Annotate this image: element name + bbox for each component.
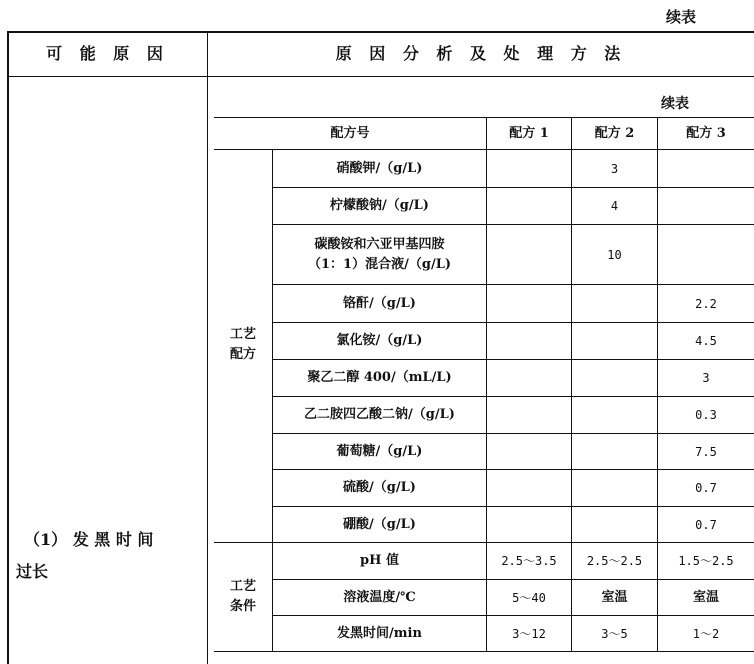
row-name: 碳酸铵和六亚甲基四胺 （1：1）混合液/（g/L)	[308, 236, 451, 272]
row-f1	[487, 397, 571, 433]
condition-f2: 室温	[601, 589, 628, 605]
row-f2	[572, 360, 657, 396]
row-f2	[572, 397, 657, 433]
row-name: 硼酸/（g/L)	[343, 516, 416, 532]
row-name: 乙二胺四乙酸二钠/（g/L)	[304, 407, 455, 422]
inner-continued-label: 续表	[661, 96, 689, 112]
row-f1	[487, 360, 571, 396]
row-f3	[658, 188, 754, 224]
row-f2	[572, 434, 657, 469]
inner-table-bottom	[214, 651, 754, 652]
row-name: 聚乙二醇 400/（mL/L)	[307, 370, 452, 385]
row-f3: 4.5	[695, 334, 717, 348]
condition-f1: 3～12	[512, 626, 546, 641]
header-analysis: 原 因 分 析 及 处 理 方 法	[335, 44, 627, 63]
row-f2: 4	[610, 199, 619, 213]
row-f1	[487, 323, 571, 359]
group-label-conditions: 工艺 条件	[229, 579, 256, 614]
row-f1	[487, 434, 571, 469]
col-header-f3: 配方 3	[686, 125, 726, 141]
col-header-f2: 配方 2	[594, 125, 635, 141]
condition-f2: 3～5	[601, 626, 628, 641]
group-label-formula: 工艺 配方	[229, 327, 256, 362]
row-f1	[487, 225, 571, 284]
condition-f2: 2.5～2.5	[586, 554, 643, 568]
condition-f3: 室温	[692, 589, 719, 605]
row-f1	[487, 285, 571, 322]
row-f2	[572, 507, 657, 542]
condition-name: 发黑时间/min	[337, 625, 422, 641]
continued-label: 续表	[666, 8, 697, 26]
row-f3: 0.7	[695, 517, 717, 532]
condition-f3: 1.5～2.5	[678, 554, 734, 568]
condition-name: pH 值	[360, 553, 399, 568]
col-header-item: 配方号	[330, 125, 370, 141]
row-name: 氯化铵/（g/L)	[336, 333, 423, 348]
condition-f3: 1～2	[692, 626, 720, 641]
row-f3	[658, 225, 754, 284]
condition-f1: 5～40	[512, 590, 546, 605]
row-f3: 7.5	[695, 444, 717, 459]
header-bottom-border	[7, 76, 754, 77]
row-name: 硝酸钾/（g/L)	[336, 160, 423, 176]
condition-name: 溶液温度/℃	[343, 589, 416, 605]
row-name: 铬酐/（g/L)	[343, 295, 416, 311]
row-f2: 10	[607, 247, 622, 262]
cause-line-2: 过长	[16, 562, 49, 581]
row-f1	[487, 470, 571, 506]
row-f1	[487, 188, 571, 224]
col-header-f1: 配方 1	[509, 125, 549, 141]
row-f2: 3	[610, 161, 619, 176]
cause-line-1: （1） 发 黑 时 间	[24, 530, 154, 549]
row-f2	[572, 285, 657, 322]
outer-left-border	[7, 31, 9, 664]
row-f1	[487, 507, 571, 542]
column-divider	[207, 31, 208, 664]
row-f2	[572, 470, 657, 506]
row-f3: 0.7	[695, 481, 717, 495]
row-name: 葡萄糖/（g/L)	[336, 443, 423, 459]
row-f3: 3	[702, 371, 710, 385]
condition-f1: 2.5～3.5	[501, 554, 557, 568]
row-f2	[572, 323, 657, 359]
header-cause: 可 能 原 因	[46, 44, 169, 63]
row-f3	[658, 150, 754, 187]
row-f3: 2.2	[695, 296, 717, 311]
row-f1	[487, 150, 571, 187]
row-f3: 0.3	[695, 408, 717, 422]
row-name: 硫酸/（g/L)	[343, 480, 416, 495]
row-name: 柠檬酸钠/（g/L)	[330, 198, 429, 213]
